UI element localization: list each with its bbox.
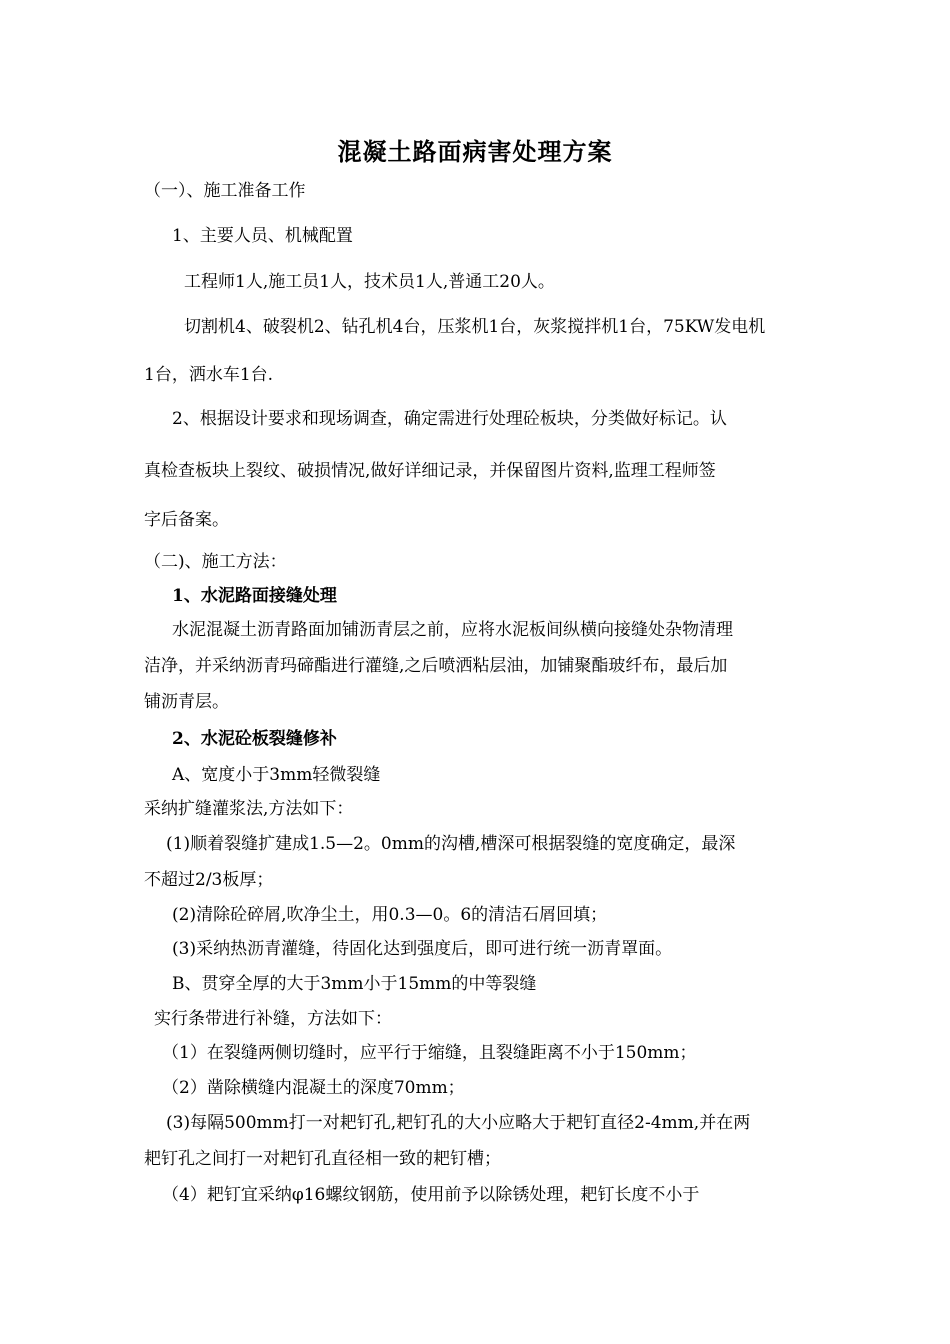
- paragraph-line: （4）耙钉宜采纳φ16螺纹钢筋，使用前予以除锈处理，耙钉长度不小于: [162, 1185, 700, 1205]
- paragraph-line: 切割机4、破裂机2、钻孔机4台，压浆机1台，灰浆搅拌机1台，75KW发电机: [184, 317, 766, 337]
- paragraph-line: (3)每隔500mm打一对耙钉孔,耙钉孔的大小应略大于耙钉直径2-4mm,并在两: [166, 1113, 751, 1133]
- paragraph-line: 实行条带进行补缝，方法如下：: [154, 1009, 392, 1029]
- paragraph-line: 真检查板块上裂纹、破损情况,做好详细记录，并保留图片资料,监理工程师签: [144, 461, 716, 481]
- paragraph-line: B、贯穿全厚的大于3mm小于15mm的中等裂缝: [172, 974, 537, 994]
- paragraph-line: 不超过2/3板厚；: [144, 870, 274, 890]
- paragraph-line: 采纳扩缝灌浆法,方法如下：: [144, 799, 354, 819]
- paragraph-line: （1）在裂缝两侧切缝时，应平行于缩缝，且裂缝距离不小于150mm；: [162, 1043, 697, 1063]
- paragraph-line: A、宽度小于3mm轻微裂缝: [172, 765, 381, 785]
- paragraph-line: （2）凿除横缝内混凝土的深度70mm；: [162, 1078, 465, 1098]
- paragraph-line: 1台，洒水车1台.: [144, 365, 274, 385]
- paragraph-line: 耙钉孔之间打一对耙钉孔直径相一致的耙钉槽；: [144, 1149, 501, 1169]
- section-heading-methods: （二)、施工方法：: [144, 552, 287, 572]
- paragraph-line: (2)清除砼碎屑,吹净尘土，用0.3—0。6的清洁石屑回填；: [172, 905, 608, 925]
- subheading-crack-repair: 2、水泥砼板裂缝修补: [172, 729, 337, 749]
- paragraph-line: 工程师1人,施工员1人，技术员1人,普通工20人。: [184, 272, 555, 292]
- paragraph-line: 2、根据设计要求和现场调查，确定需进行处理砼板块，分类做好标记。认: [172, 409, 727, 429]
- paragraph-line: 铺沥青层。: [144, 692, 229, 712]
- paragraph-line: (1)顺着裂缝扩建成1.5—2。0mm的沟槽,槽深可根据裂缝的宽度确定，最深: [166, 834, 736, 854]
- paragraph-line: 字后备案。: [144, 510, 229, 530]
- document-title: 混凝土路面病害处理方案: [337, 137, 613, 166]
- section-heading-preparation: （一）、施工准备工作: [144, 181, 306, 201]
- paragraph-line: 水泥混凝土沥青路面加铺沥青层之前，应将水泥板间纵横向接缝处杂物清理: [172, 620, 733, 640]
- subheading-joint-treatment: 1、水泥路面接缝处理: [172, 586, 337, 606]
- paragraph-line: 洁净，并采纳沥青玛碲酯进行灌缝,之后喷洒粘层油，加铺聚酯玻纤布，最后加: [144, 656, 728, 676]
- subheading-personnel-equipment: 1、主要人员、机械配置: [172, 226, 353, 246]
- paragraph-line: (3)采纳热沥青灌缝，待固化达到强度后，即可进行统一沥青罩面。: [172, 939, 673, 959]
